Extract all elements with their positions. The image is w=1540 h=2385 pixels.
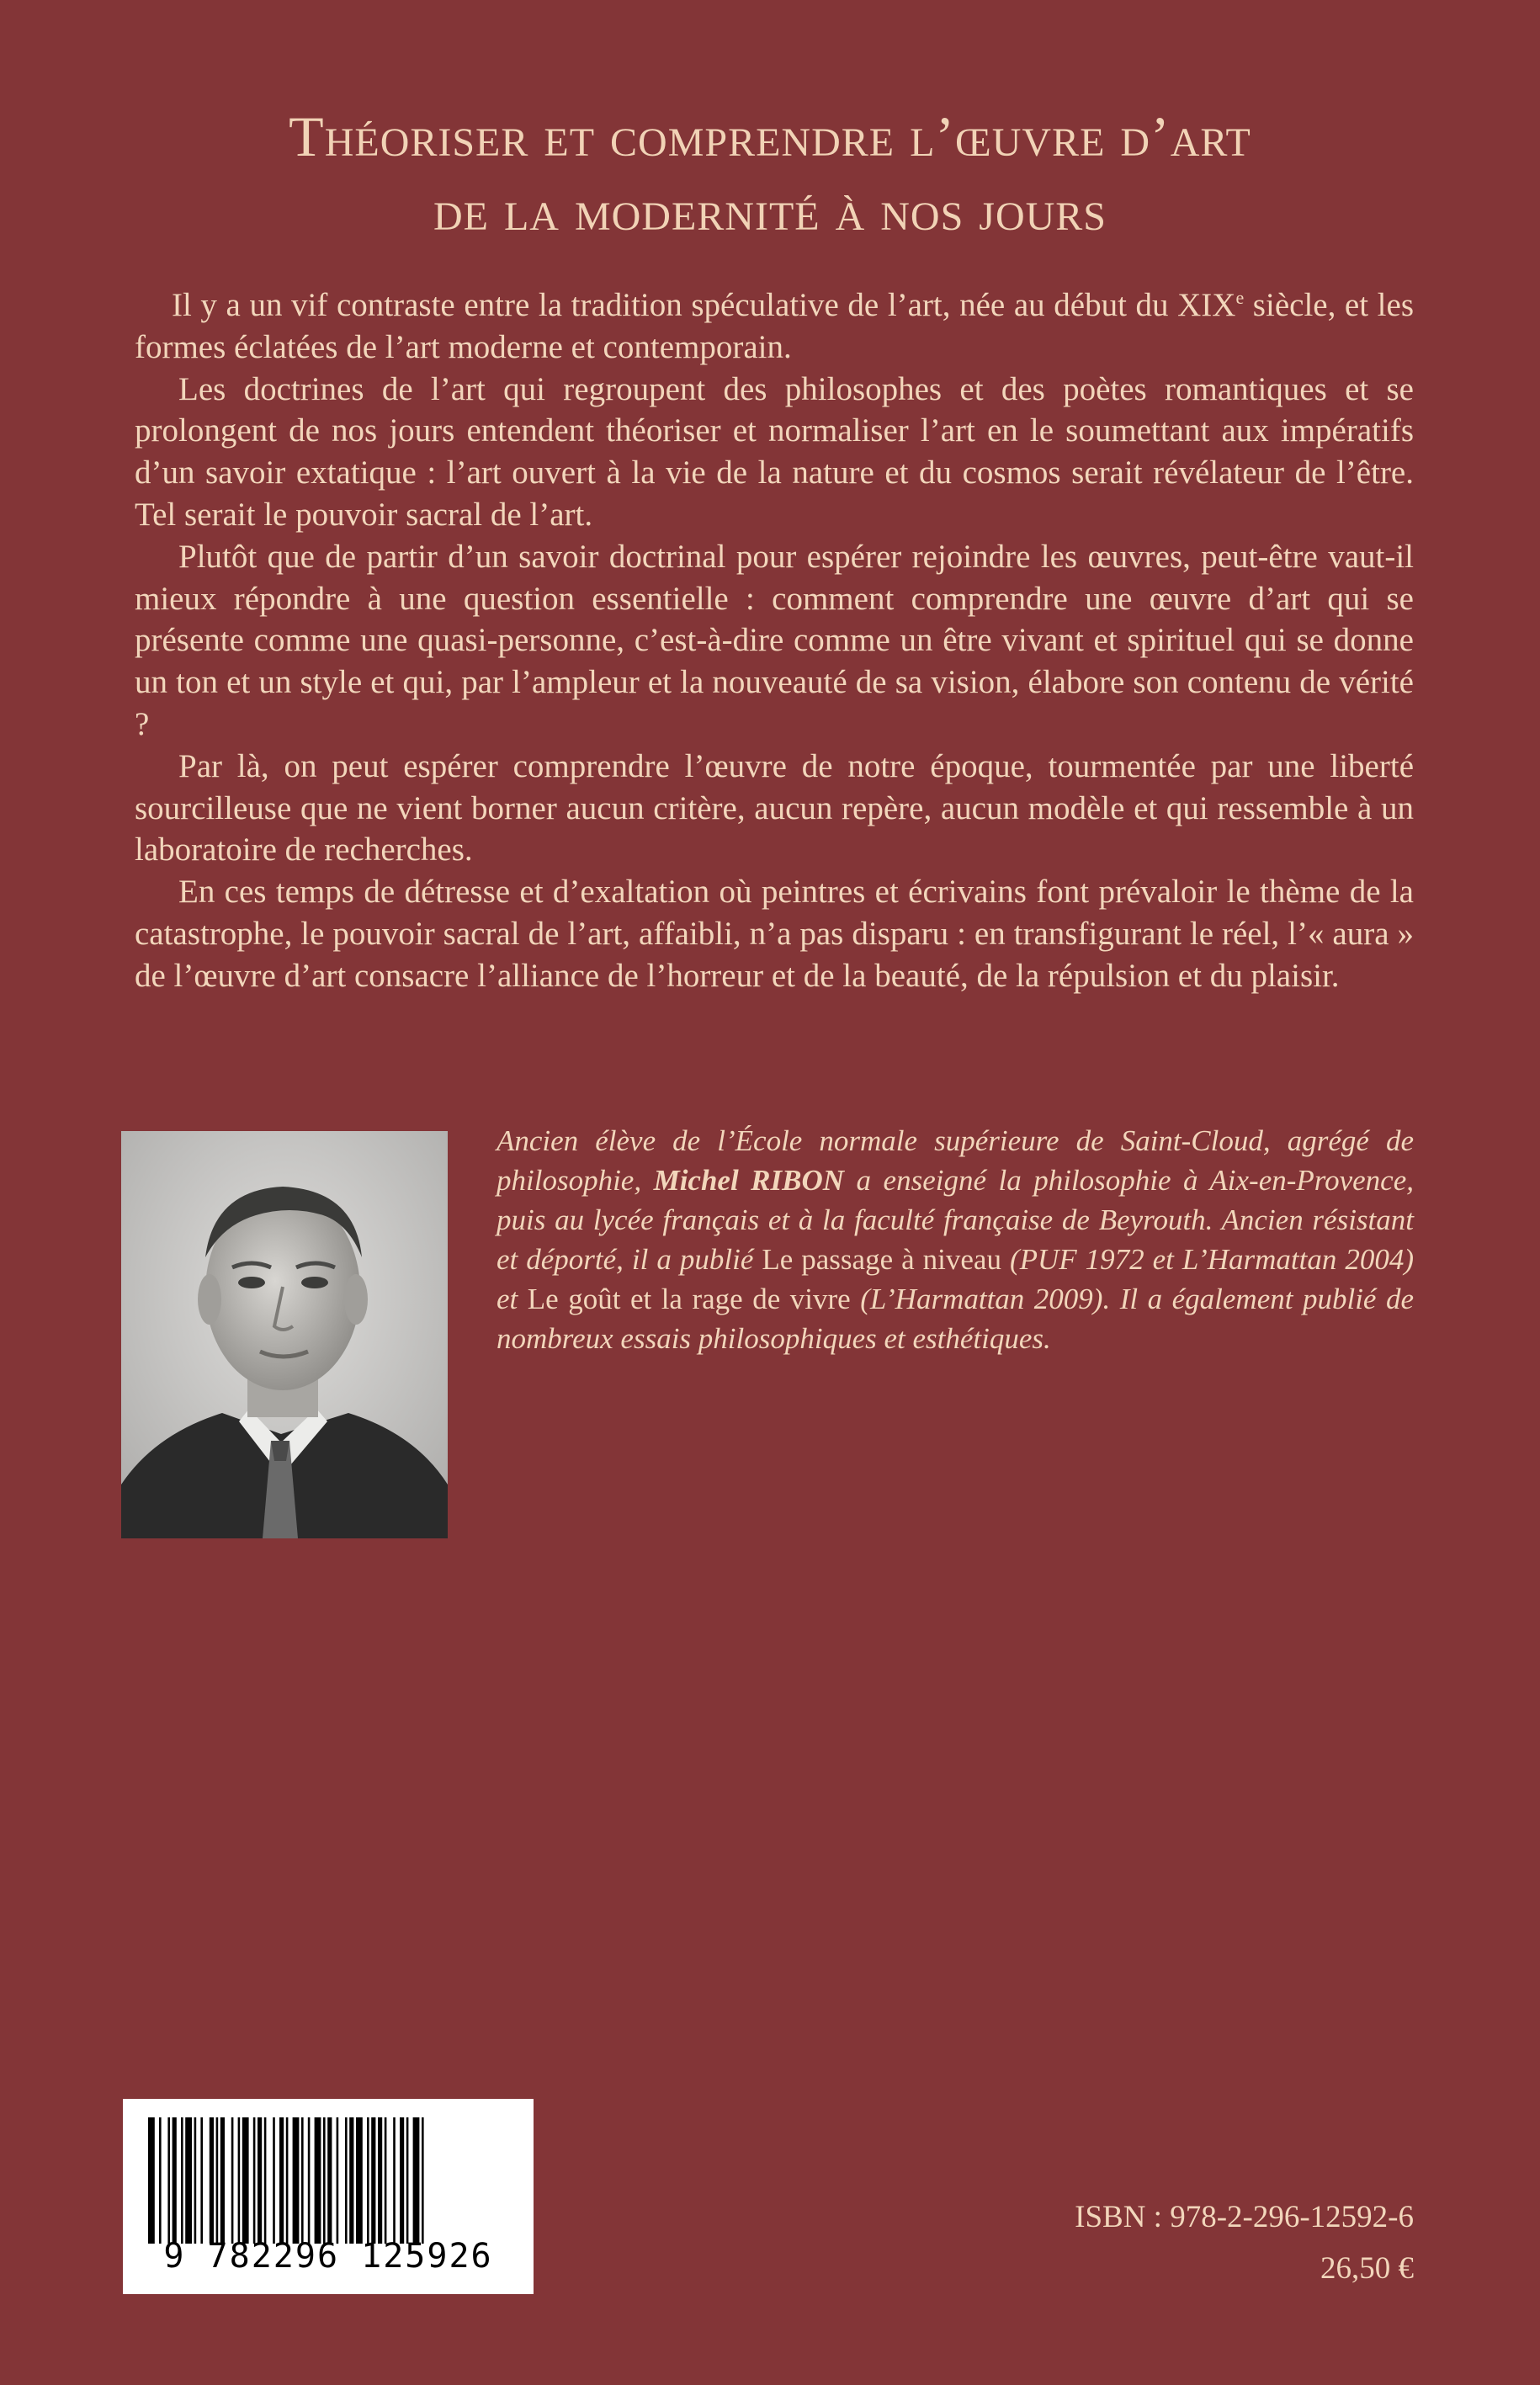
blurb-paragraph-4: Par là, on peut espérer comprendre l’œuvre de notre époque, tourmentée par une liberté sourcilleuse que ne vient borner aucun critère, aucun repère, aucun modèle et qui ressemble à un laboratoire de recherches. [135, 747, 1414, 868]
blurb [135, 284, 1414, 997]
bio-text-3: (PUF 1972 et L’Harmattan 2004) et [497, 1243, 1414, 1315]
title-line-1: Théoriser et comprendre l’œuvre d’art [289, 104, 1251, 168]
book-title-1: Le passage à niveau [762, 1243, 1001, 1276]
book-title-2: Le goût et la rage de vivre [527, 1283, 851, 1315]
century-superscript: e [1235, 287, 1245, 308]
author-photo [121, 1131, 448, 1538]
blurb-paragraph-5: En ces temps de détresse et d’exaltation où peintres et écrivains font prévaloir le thème de la catastrophe, le pouvoir sacral de l’art, affaibli, n’a pas disparu : en transfigurant le réel, l’« aura » de l’œuvre d’art consacre l’alliance de l’horreur et de la beauté, de la répulsion et du plaisir. [135, 874, 1414, 994]
author-name: Michel RIBON [653, 1164, 845, 1197]
price: 26,50 € [1320, 2251, 1414, 2286]
blurb-p1-text-end: siècle, et les formes éclatées de l’art moderne et contemporain. [135, 287, 1415, 365]
barcode [123, 2099, 534, 2294]
book-title [0, 99, 1540, 247]
barcode-digits: 9 782296 125926 [163, 2237, 493, 2276]
author-bio [497, 1121, 1414, 1358]
bio-text-2: a enseigné la philosophie à Aix-en-Provence, puis au lycée français et à la faculté française de Beyrouth. Ancien résistant et déporté, il a publié [497, 1164, 1414, 1276]
bio-text-1: Ancien élève de l’École normale supérieure de Saint-Cloud, agrégé de philosophie, [497, 1124, 1414, 1197]
blurb-paragraph-1 [135, 284, 1414, 369]
blurb-paragraph-3: Plutôt que de partir d’un savoir doctrinal pour espérer rejoindre les œuvres, peut-être vaut-il mieux répondre à une question essentielle : comment comprendre une œuvre d’art qui se présente comme une quasi-personne, c’est-à-dire comme un être vivant et spirituel qui se donne un ton et un style et qui, par l’ampleur et la nouveauté de sa vision, élabore son contenu de vérité ? [135, 538, 1414, 742]
bio-text-4: (L’Harmattan 2009). Il a également publié de nombreux essais philosophiques et esthétiques. [497, 1283, 1414, 1355]
isbn: ISBN : 978-2-296-12592-6 [1075, 2200, 1414, 2234]
blurb-p1-text: Il y a un vif contraste entre la tradition spéculative de l’art, née au début du XIX [172, 287, 1236, 323]
blurb-paragraph-2: Les doctrines de l’art qui regroupent des philosophes et des poètes romantiques et se prolongent de nos jours entendent théoriser et normaliser l’art en le soumettant aux impératifs d’un savoir extatique : l’art ouvert à la vie de la nature et du cosmos serait révélateur de l’être. Tel serait le pouvoir sacral de l’art. [135, 370, 1414, 533]
title-line-2: de la modernité à nos jours [433, 178, 1107, 242]
